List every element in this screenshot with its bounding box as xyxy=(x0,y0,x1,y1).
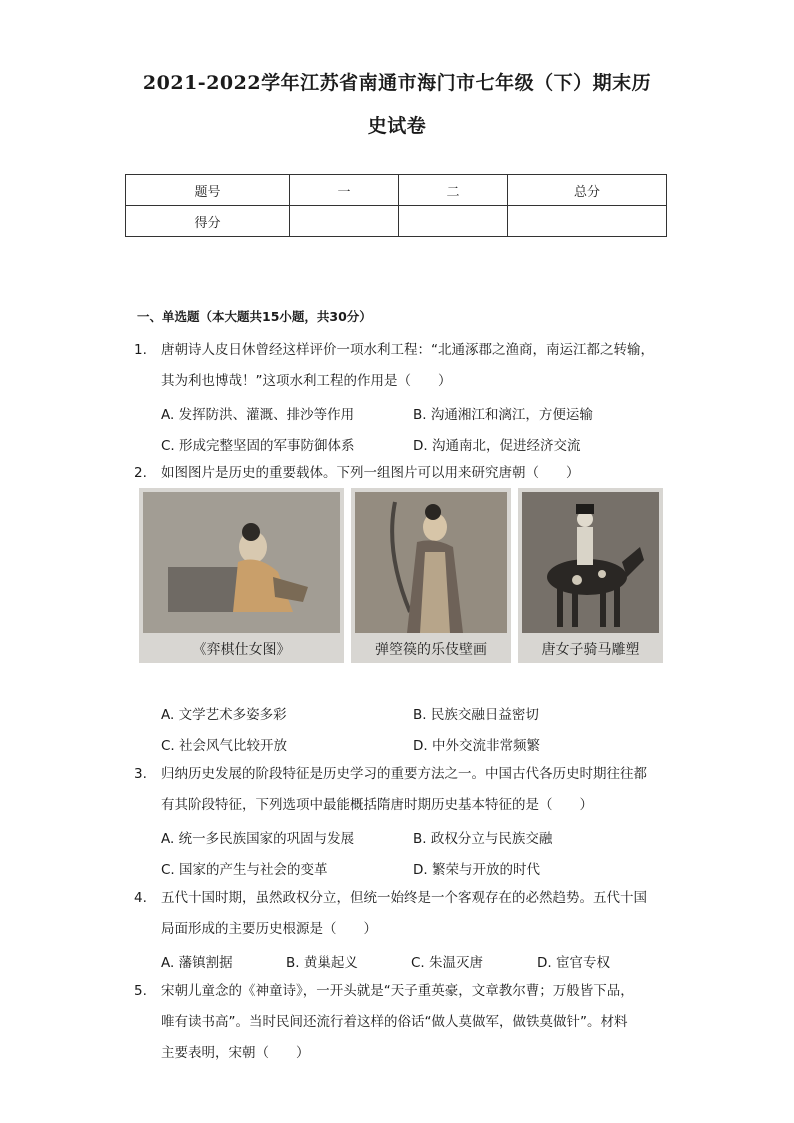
question-text xyxy=(161,335,661,397)
question-number: 3. xyxy=(134,766,147,782)
photo-horse-sculpture xyxy=(518,488,663,663)
question-line: 主要表明，宋朝（ ） xyxy=(161,1045,310,1061)
score-table-header-row xyxy=(126,175,667,206)
option-a[interactable]: A. 发挥防洪、灌溉、排沙等作用 xyxy=(161,407,355,423)
option-c[interactable]: C. 社会风气比较开放 xyxy=(161,738,288,754)
question-text xyxy=(161,759,661,821)
section-heading: 一、单选题（本大题共15小题，共30分） xyxy=(137,309,372,324)
score-table-score-row xyxy=(126,206,667,237)
option-c[interactable]: C. 国家的产生与社会的变革 xyxy=(161,862,328,878)
score-cell-empty xyxy=(508,206,667,237)
photo-caption: 唐女子骑马雕塑 xyxy=(541,642,640,658)
question-line: 其为利也博哉！”这项水利工程的作用是（ ） xyxy=(161,373,452,389)
score-table xyxy=(125,174,667,237)
option-d[interactable]: D. 沟通南北，促进经济交流 xyxy=(413,438,581,454)
option-d[interactable]: D. 宦官专权 xyxy=(537,955,610,971)
question-line: 局面形成的主要历史根源是（ ） xyxy=(161,921,377,937)
photo-caption: 弹箜篌的乐伎壁画 xyxy=(375,642,487,658)
question-line: 唐朝诗人皮日休曾经这样评价一项水利工程：“北通涿郡之渔商，南运江都之转输， xyxy=(161,342,654,358)
option-a[interactable]: A. 藩镇割据 xyxy=(161,955,233,971)
page-title-line-1: 2021-2022学年江苏省南通市海门市七年级（下）期末历 xyxy=(142,72,652,94)
question-line: 宋朝儿童念的《神童诗》，一开头就是“天子重英豪，文章教尔曹；万般皆下品， xyxy=(161,983,634,999)
score-table-header-cell: 一 xyxy=(290,175,399,206)
photo-caption: 《弈棋仕女图》 xyxy=(192,642,291,658)
question-text xyxy=(161,976,661,1069)
option-b[interactable]: B. 黄巢起义 xyxy=(286,955,358,971)
question-text xyxy=(161,883,661,945)
question-line: 有其阶段特征，下列选项中最能概括隋唐时期历史基本特征的是（ ） xyxy=(161,797,593,813)
question-text xyxy=(161,458,661,489)
mural-illustration xyxy=(355,492,507,633)
score-table-header-cell: 题号 xyxy=(126,175,290,206)
score-row-label: 得分 xyxy=(126,206,290,237)
option-a[interactable]: A. 文学艺术多姿多彩 xyxy=(161,707,287,723)
option-a[interactable]: A. 统一多民族国家的巩固与发展 xyxy=(161,831,355,847)
score-cell-empty xyxy=(290,206,399,237)
question-number: 5. xyxy=(134,983,147,999)
question-line: 唯有读书高”。当时民间还流行着这样的俗话“做人莫做军，做铁莫做针”。材料 xyxy=(161,1014,628,1030)
option-d[interactable]: D. 繁荣与开放的时代 xyxy=(413,862,540,878)
question-number: 4. xyxy=(134,890,147,906)
option-b[interactable]: B. 政权分立与民族交融 xyxy=(413,831,553,847)
score-table-header-cell: 总分 xyxy=(508,175,667,206)
option-c[interactable]: C. 朱温灭唐 xyxy=(411,955,484,971)
painting-illustration xyxy=(143,492,340,633)
photo-harp-mural xyxy=(351,488,511,663)
question-number: 1. xyxy=(134,342,147,358)
option-b[interactable]: B. 民族交融日益密切 xyxy=(413,707,539,723)
question-number: 2. xyxy=(134,465,147,481)
option-b[interactable]: B. 沟通湘江和漓江，方便运输 xyxy=(413,407,593,423)
question-line: 五代十国时期，虽然政权分立，但统一始终是一个客观存在的必然趋势。五代十国 xyxy=(161,890,647,906)
score-table-header-cell: 二 xyxy=(399,175,508,206)
page-title-line-2: 史试卷 xyxy=(367,115,427,137)
photo-weiqi-painting xyxy=(139,488,344,663)
option-d[interactable]: D. 中外交流非常频繁 xyxy=(413,738,540,754)
option-c[interactable]: C. 形成完整坚固的军事防御体系 xyxy=(161,438,355,454)
question-line: 如图图片是历史的重要载体。下列一组图片可以用来研究唐朝（ ） xyxy=(161,465,580,481)
question-line: 归纳历史发展的阶段特征是历史学习的重要方法之一。中国古代各历史时期往往都 xyxy=(161,766,647,782)
sculpture-illustration xyxy=(522,492,659,633)
question-2-photo-strip xyxy=(139,488,663,663)
score-cell-empty xyxy=(399,206,508,237)
